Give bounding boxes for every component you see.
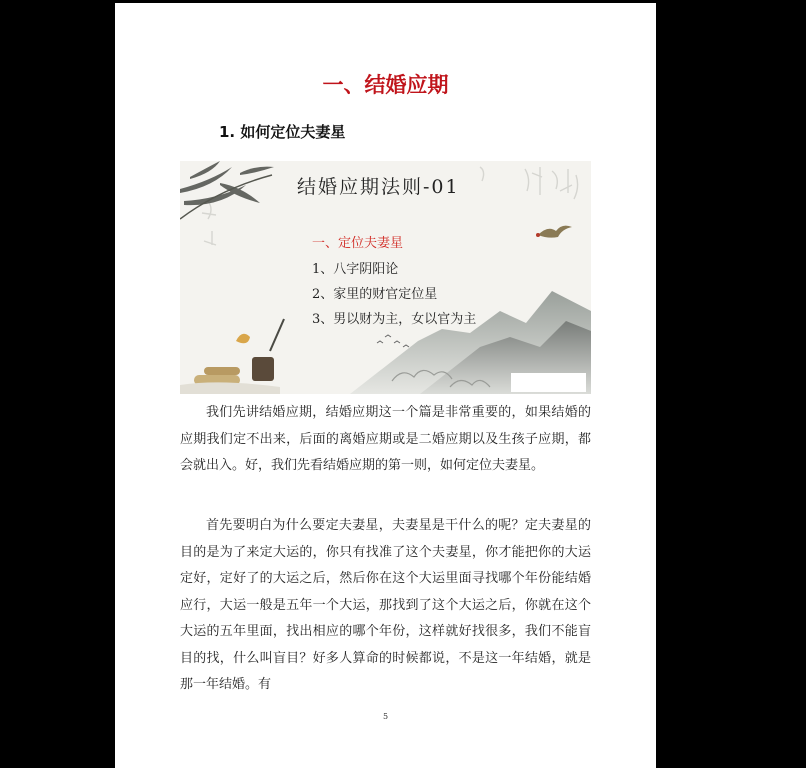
slide-item-male-female: 3、男以财为主，女以官为主 [312,312,477,327]
chapter-title: 一、结婚应期 [322,73,449,97]
page-number: 5 [382,712,389,721]
slide-item-wealth-officer: 2、家里的财官定位星 [312,287,438,302]
slide-item-yin-yang: 1、八字阴阳论 [312,262,399,277]
slide-title: 结婚应期法则-01 [297,176,460,198]
document-page [115,3,656,768]
body-paragraph-2: 首先要明白为什么要定夫妻星，夫妻星是干什么的呢？定夫妻星的目的是为了来定大运的，你只有找准了这个夫妻星，你才能把你的大运定好，定好了的大运之后，然后你在这个大运里面寻找哪个年份能结婚应行，大运一般是五年一个大运，那找到了这个大运之后，你就在这个大运的五年里面，找出相应的哪个年份，这样就好找很多，我们不能盲目的找，什么叫盲目？好多人算命的时候都说，不是这一年结婚，就是那一年结婚。有 [180,518,591,692]
body-paragraph-1: 我们先讲结婚应期，结婚应期这一个篇是非常重要的，如果结婚的应期我们定不出来，后面的离婚应期或是二婚应期以及生孩子应期，都会就出入。好，我们先看结婚应期的第一则，如何定位夫妻星。 [180,405,591,473]
slide-item-define-star: 一、定位夫妻星 [312,236,404,251]
section-heading: 1. 如何定位夫妻星 [219,123,346,141]
slide-image [180,161,591,394]
